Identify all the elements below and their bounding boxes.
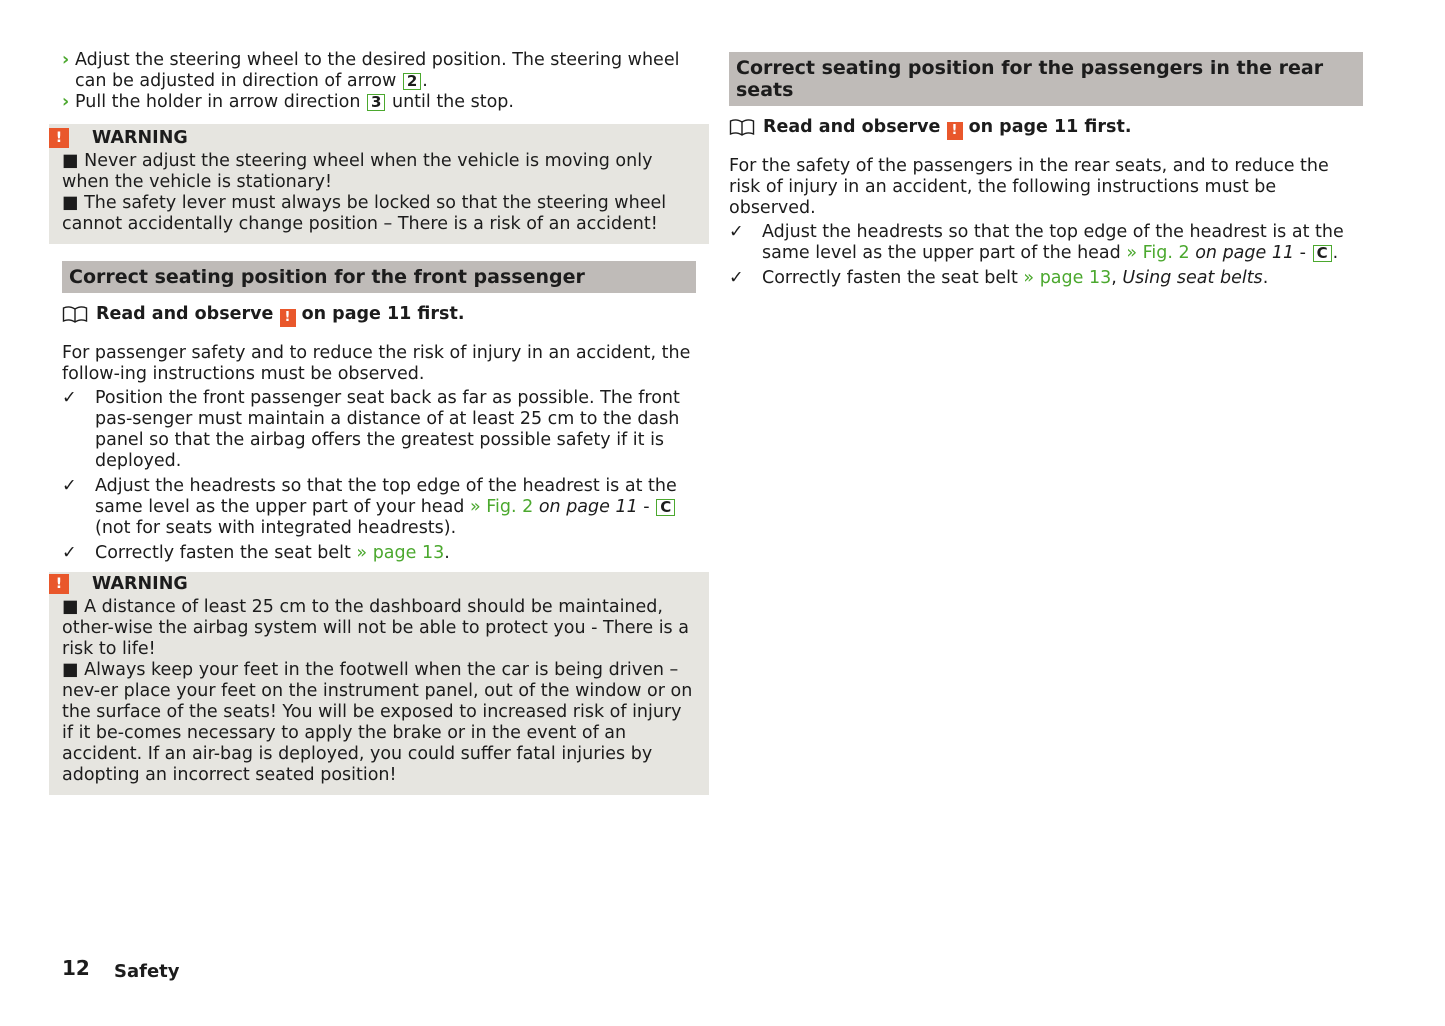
book-icon — [729, 119, 755, 142]
section-heading: Correct seating position for the front passenger — [62, 261, 696, 293]
warning-icon: ! — [49, 574, 69, 594]
checklist-item — [62, 543, 696, 564]
read-text: Read and observe — [96, 304, 274, 324]
book-icon — [62, 306, 88, 329]
figure-marker: C — [656, 499, 675, 516]
figure-marker: C — [1313, 245, 1332, 262]
page-link[interactable]: » page 13 — [1023, 268, 1112, 288]
check-icon: ✓ — [62, 388, 77, 408]
checklist-item — [62, 388, 696, 472]
arrow-bullet-icon: › — [62, 92, 70, 112]
check-text: Correctly fasten the seat belt — [95, 543, 357, 563]
section-heading: Correct seating position for the passengers in the rear seats — [729, 52, 1363, 106]
warning-heading — [55, 127, 696, 149]
warning-title: WARNING — [92, 574, 188, 594]
warning-icon: ! — [280, 309, 296, 327]
section-ref: Using seat belts — [1122, 268, 1263, 288]
check-icon: ✓ — [62, 543, 77, 563]
read-text-end: on page 11 first. — [968, 117, 1132, 137]
checklist-item — [729, 268, 1363, 289]
separator: - — [1294, 243, 1312, 263]
check-text: Position the front passenger seat back as far as possible. The front pas-senger must maintain a distance of at least 25 cm to the dash panel so that the airbag offers the greatest possible safety if it is deployed. — [95, 388, 680, 471]
read-text: Read and observe — [763, 117, 941, 137]
step-text: Pull the holder in arrow direction — [75, 92, 366, 112]
check-icon: ✓ — [729, 222, 744, 242]
warning-title: WARNING — [92, 128, 188, 148]
arrow-bullet-icon: › — [62, 50, 70, 70]
page-ref: on page 11 — [533, 497, 638, 517]
check-icon: ✓ — [62, 476, 77, 496]
separator: - — [637, 497, 656, 517]
checklist-item — [62, 476, 696, 539]
check-icon: ✓ — [729, 268, 744, 288]
figure-link[interactable]: » Fig. 2 — [469, 497, 534, 517]
instruction-step — [62, 92, 696, 113]
page-link[interactable]: » page 13 — [356, 543, 445, 563]
warning-box — [49, 572, 709, 795]
figure-marker: 3 — [367, 94, 385, 111]
check-text-end: (not for seats with integrated headrests). — [95, 518, 457, 538]
separator: , — [1111, 268, 1123, 288]
left-column — [55, 50, 696, 795]
figure-marker: 2 — [403, 73, 421, 90]
read-text-end: on page 11 first. — [301, 304, 465, 324]
intro-paragraph: For the safety of the passengers in the rear seats, and to reduce the risk of injury in an accident, the following instructions must be observed. — [729, 156, 1329, 218]
step-text: Adjust the steering wheel to the desired position. The steering wheel can be adjusted in direction of arrow — [75, 50, 680, 91]
warning-heading — [55, 573, 696, 595]
step-text-end: until the stop. — [386, 92, 514, 112]
warning-icon: ! — [49, 128, 69, 148]
right-column — [729, 52, 1363, 293]
page-footer — [62, 956, 180, 982]
checklist-item — [729, 222, 1363, 264]
check-text: Adjust the headrests so that the top edge of the headrest is at the same level as the upper part of your head — [95, 476, 677, 517]
step-text-end: . — [422, 71, 428, 91]
intro-paragraph: For passenger safety and to reduce the risk of injury in an accident, the follow-ing instructions must be observed. — [62, 343, 691, 384]
page-number: 12 — [62, 956, 90, 980]
read-and-observe — [729, 116, 1363, 140]
check-text-end: . — [444, 543, 450, 563]
check-text-end: . — [1332, 243, 1339, 263]
check-text: Correctly fasten the seat belt — [762, 268, 1024, 288]
instruction-step — [62, 50, 696, 92]
warning-box — [49, 124, 709, 244]
warning-item: ■ Always keep your feet in the footwell when the car is being driven – nev-er place your feet on the instrument panel, out of the window or on the surface of the seats! You will be exposed to increased risk of injury if it be-comes necessary to apply the brake or in the event of an accident. If an air-bag is deployed, you could suffer fatal injuries by adopting an incorrect seated position! — [62, 660, 693, 785]
read-and-observe — [62, 303, 696, 327]
chapter-label: Safety — [114, 961, 180, 982]
warning-item: ■ The safety lever must always be locked so that the steering wheel cannot accidentally change position – There is a risk of an accident! — [62, 193, 667, 234]
check-text-end: . — [1262, 268, 1269, 288]
warning-item: ■ Never adjust the steering wheel when the vehicle is moving only when the vehicle is stationary! — [62, 151, 653, 192]
figure-link[interactable]: » Fig. 2 — [1126, 243, 1190, 263]
warning-item: ■ A distance of least 25 cm to the dashboard should be maintained, other-wise the airbag system will not be able to protect you - There is a risk to life! — [62, 597, 689, 659]
page-ref: on page 11 — [1189, 243, 1295, 263]
warning-icon: ! — [947, 122, 963, 140]
check-text: Adjust the headrests so that the top edge of the headrest is at the same level as the upper part of the head — [762, 222, 1344, 263]
